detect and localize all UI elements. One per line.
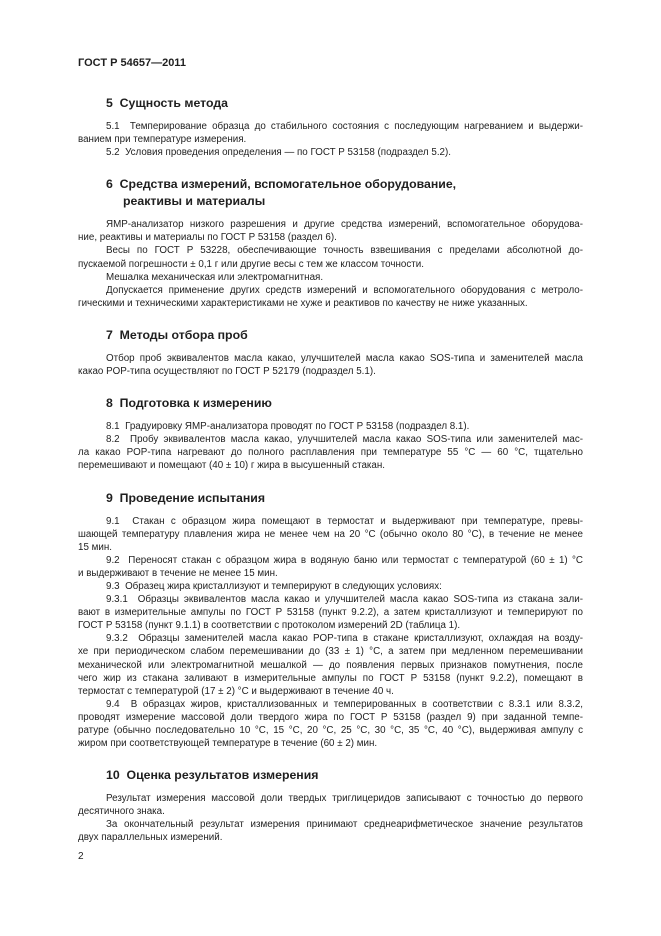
text-line: Результат измерения массовой доли твердых триглицеридов записывают с точностью до первого (106, 793, 583, 805)
text-line: За окончательный результат измерения принимают среднеарифметическое значение результатов (106, 819, 583, 831)
paragraph (78, 792, 583, 818)
paragraph (78, 818, 583, 844)
document-standard-number: ГОСТ Р 54657—2011 (78, 57, 186, 69)
page-number: 2 (78, 850, 84, 862)
text-line: 8.1 Градуировку ЯМР-анализатора проводят по ГОСТ Р 53158 (подраздел 8.1). (106, 421, 470, 433)
section-9 (78, 490, 583, 751)
text-line: пускаемой погрешности ± 0,1 г или другие весы с тем же классом точности. (78, 258, 424, 270)
document-body (78, 95, 583, 845)
section-heading-line: 5 Сущность метода (106, 96, 229, 110)
paragraph (78, 218, 583, 244)
section-8 (78, 395, 583, 472)
text-line: ратуре (обычно последовательно 10 °С, 15 °С, 20 °С, 25 °С, 30 °С, 35 °С, 40 °С), выдерживая ампулу с (78, 725, 583, 736)
section-heading (78, 176, 583, 210)
paragraph (78, 433, 583, 472)
text-line: жиром при соответствующей температуре в течение (60 ± 2) мин. (78, 738, 378, 750)
text-line: проводят измерение массовой доли твердого жира по ГОСТ Р 53158 (раздел 9) при заданной темпе- (78, 711, 583, 723)
section-heading-line: 9 Проведение испытания (106, 490, 266, 505)
section-10 (78, 767, 583, 844)
text-line: десятичного знака. (78, 806, 165, 818)
text-line: ние, реактивы и материалы по ГОСТ Р 53158 (раздел 6). (78, 232, 337, 244)
section-heading (78, 327, 583, 344)
text-line: вают в измерительные ампулы по ГОСТ Р 53158 (пункт 9.2.2), а затем кристаллизуют и темперируют по (78, 607, 583, 619)
paragraph (78, 632, 583, 697)
text-line: 15 мин. (78, 541, 112, 553)
text-line: 9.2 Переносят стакан с образцом жира в водяную баню или термостат с температурой (60 ± 1) °С (106, 554, 583, 566)
text-line: хе при периодическом слабом перемешивании до (33 ± 1) °С, а затем при медленном перемешивании (78, 646, 583, 658)
paragraph (78, 271, 583, 284)
paragraph (78, 698, 583, 750)
text-line: Весы по ГОСТ Р 53228, обеспечивающие точность взвешивания с пределами абсолютной до- (106, 245, 583, 257)
text-line: термостат с температурой (17 ± 2) °С и выдерживают в течение 40 ч. (78, 685, 394, 697)
text-line: перемешивают и помещают (40 ± 10) г жира в высушенный стакан. (78, 460, 385, 472)
text-line: ГОСТ Р 53158 (пункт 9.1.1) в соответствии с протоколом измерений 2D (таблица 1). (78, 620, 461, 632)
section-5 (78, 95, 583, 159)
paragraph (78, 515, 583, 554)
section-heading (78, 95, 583, 112)
text-line: чего жир из стакана заливают в измерительные ампулы по ГОСТ Р 53158 (пункт 9.2.2), помещают в (78, 672, 583, 684)
section-heading-line: 8 Подготовка к измерению (106, 396, 272, 411)
paragraph (78, 120, 583, 146)
section-heading (78, 490, 583, 507)
text-line: 9.3.1 Образцы эквивалентов масла какао и улучшителей масла какао SOS-типа из стакана зали- (106, 594, 583, 606)
text-line: Мешалка механическая или электромагнитная. (106, 271, 324, 283)
text-line: и выдерживают в течение не менее 15 мин. (78, 567, 278, 579)
text-line: Отбор проб эквивалентов масла какао, улучшителей масла какао SOS-типа и заменителей масла (106, 352, 583, 364)
text-line: ла какао POP-типа нагревают до полного расплавления при температуре 55 °С — 60 °С, тщательно (78, 447, 583, 459)
paragraph (78, 554, 583, 580)
section-6 (78, 176, 583, 310)
section-heading-line: 10 Оценка результатов измерения (106, 768, 319, 783)
text-line: 9.4 В образцах жиров, кристаллизованных и темперированных в соответствии с 8.3.1 или 8.3.2, (106, 698, 583, 710)
text-line: 5.2 Условия проведения определения — по ГОСТ Р 53158 (подраздел 5.2). (106, 147, 451, 159)
text-line: ванием при температуре измерения. (78, 134, 247, 146)
paragraph (78, 593, 583, 632)
text-line: 9.3 Образец жира кристаллизуют и темперируют в следующих условиях: (106, 580, 442, 592)
text-line: гическими и техническими характеристиками не хуже и реактивов по качеству не ниже указанных. (78, 297, 528, 309)
paragraph (78, 580, 583, 593)
paragraph (78, 146, 583, 159)
text-line: шающей температуру плавления жира не менее чем на 20 °С (обычно около 80 °С), в течение не менее (78, 528, 583, 540)
text-line: 5.1 Темперирование образца до стабильного состояния с последующим нагреванием и выдержи- (106, 121, 583, 132)
paragraph (78, 352, 583, 378)
text-line: двух параллельных измерений. (78, 832, 223, 844)
text-line: ЯМР-анализатор низкого разрешения и другие средства измерений, вспомогательное оборудова- (106, 219, 583, 231)
paragraph (78, 284, 583, 310)
section-7 (78, 327, 583, 378)
paragraph (78, 244, 583, 270)
text-line: механической или электромагнитной мешалкой — до появления первых признаков помутнения, после (78, 659, 583, 671)
text-line: 8.2 Пробу эквивалентов масла какао, улучшителей масла какао SOS-типа или заменителей мас- (106, 434, 583, 446)
section-heading (78, 395, 583, 412)
section-heading-line: 6 Средства измерений, вспомогательное оборудование, (106, 177, 457, 192)
text-line: 9.3.2 Образцы заменителей масла какао POP-типа в стакане кристаллизуют, охлаждая на возду- (106, 633, 583, 645)
text-line: какао POP-типа осуществляют по ГОСТ Р 52179 (подраздел 5.1). (78, 366, 376, 378)
section-heading-line: 7 Методы отбора проб (106, 327, 248, 342)
paragraph (78, 420, 583, 433)
section-heading (78, 767, 583, 784)
text-line: 9.1 Стакан с образцом жира помещают в термостат и выдерживают при температуре, превы- (106, 515, 583, 527)
section-heading-line: реактивы и материалы (123, 194, 266, 209)
text-line: Допускается применение других средств измерений и вспомогательного оборудования с метроло- (106, 284, 583, 296)
